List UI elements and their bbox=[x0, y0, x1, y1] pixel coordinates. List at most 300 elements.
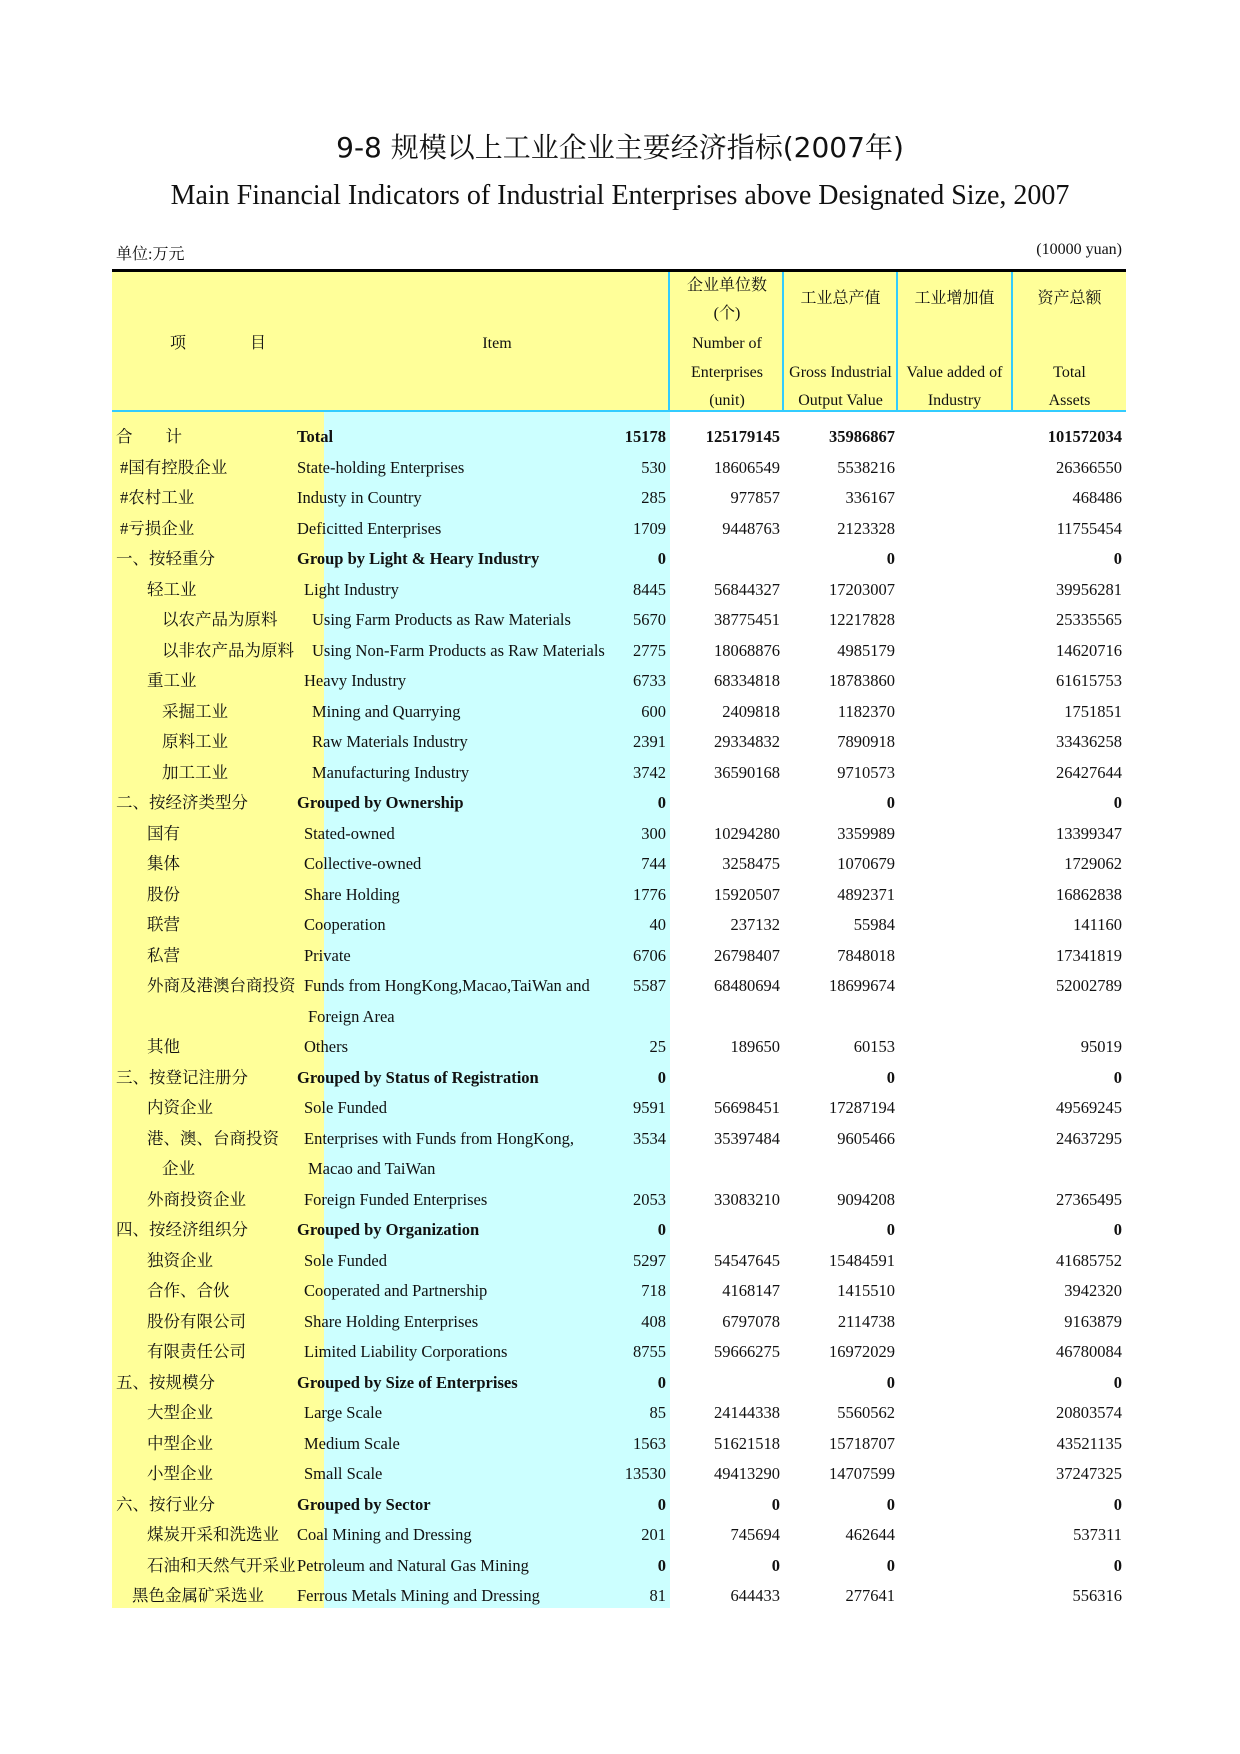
row-line bbox=[112, 453, 1126, 484]
cell-value: 0 bbox=[657, 793, 666, 812]
cell-value: 36590168 bbox=[714, 762, 780, 782]
cell-value: 85 bbox=[649, 1403, 666, 1422]
table-row bbox=[112, 1063, 1126, 1094]
cell-value: 6706 bbox=[633, 945, 666, 965]
cell-value: 15920507 bbox=[714, 884, 780, 904]
row-line bbox=[112, 514, 1126, 545]
table-row bbox=[112, 697, 1126, 728]
cell-value: 49413290 bbox=[714, 1464, 780, 1483]
cell-value: 0 bbox=[1113, 1220, 1122, 1239]
cell-value: 9448763 bbox=[722, 518, 780, 538]
row-label-en: Industy in Country bbox=[297, 488, 422, 507]
row-label-cn: 其他 bbox=[147, 1037, 180, 1056]
row-label-cn: 有限责任公司 bbox=[147, 1342, 246, 1361]
cell-value: 5560562 bbox=[837, 1403, 895, 1422]
row-label-en: Small Scale bbox=[304, 1464, 383, 1483]
row-label-cn: 五、按规模分 bbox=[116, 1372, 215, 1392]
header-label: Output Value bbox=[798, 392, 883, 409]
cell-value: 20803574 bbox=[1056, 1403, 1122, 1422]
row-line bbox=[112, 727, 1126, 758]
cell-value: 25 bbox=[649, 1037, 666, 1056]
cell-value: 46780084 bbox=[1056, 1342, 1122, 1361]
row-line bbox=[112, 1032, 1126, 1063]
cell-value: 13530 bbox=[624, 1464, 666, 1483]
cell-value: 26427644 bbox=[1056, 762, 1122, 782]
cell-value: 9605466 bbox=[837, 1128, 895, 1148]
cell-value: 13399347 bbox=[1056, 823, 1122, 843]
cell-value: 745694 bbox=[730, 1525, 780, 1544]
row-label-cn: 股份有限公司 bbox=[147, 1311, 246, 1331]
cell-value: 9591 bbox=[633, 1098, 666, 1117]
row-label-cn: 采掘工业 bbox=[162, 701, 228, 721]
cell-value: 0 bbox=[886, 793, 895, 812]
cell-value: 39956281 bbox=[1056, 579, 1122, 599]
row-line-continued bbox=[112, 1154, 1126, 1185]
row-label-cn: 合作、合伙 bbox=[147, 1281, 230, 1300]
header-label: Number of bbox=[692, 335, 762, 352]
row-line bbox=[112, 1276, 1126, 1307]
cell-value: 5587 bbox=[633, 976, 666, 995]
cell-value: 14620716 bbox=[1056, 640, 1122, 660]
row-label-en: Funds from HongKong,Macao,TaiWan and bbox=[304, 976, 590, 995]
cell-value: 61615753 bbox=[1056, 671, 1122, 690]
cell-value: 0 bbox=[657, 1372, 666, 1392]
cell-value: 7848018 bbox=[837, 945, 895, 965]
row-line bbox=[112, 697, 1126, 728]
row-label-en: Manufacturing Industry bbox=[312, 762, 470, 782]
cell-value: 237132 bbox=[730, 915, 780, 934]
row-line bbox=[112, 788, 1126, 819]
cell-value: 201 bbox=[641, 1525, 666, 1544]
header-label: 工业增加值 bbox=[914, 290, 995, 307]
cell-value: 68480694 bbox=[714, 976, 780, 995]
table-row bbox=[112, 544, 1126, 575]
cell-value: 8445 bbox=[633, 579, 666, 599]
cell-value: 0 bbox=[1113, 549, 1122, 568]
row-label-cn: 联营 bbox=[147, 915, 180, 934]
row-label-cn: 小型企业 bbox=[147, 1464, 213, 1483]
header-label: 工业总产值 bbox=[800, 290, 881, 307]
row-line bbox=[112, 880, 1126, 911]
cell-value: 15484591 bbox=[829, 1250, 895, 1270]
table-row bbox=[112, 819, 1126, 850]
table-row bbox=[112, 422, 1126, 453]
cell-value: 3359989 bbox=[837, 823, 895, 843]
header-total-assets bbox=[1011, 272, 1126, 410]
cell-value: 468486 bbox=[1072, 488, 1122, 507]
row-line bbox=[112, 1398, 1126, 1429]
row-label-cn: 原料工业 bbox=[162, 732, 228, 751]
cell-value: 0 bbox=[771, 1555, 780, 1575]
row-line bbox=[112, 1063, 1126, 1094]
cell-value: 2775 bbox=[633, 640, 666, 660]
cell-value: 1182370 bbox=[837, 701, 895, 721]
row-label-cn: 大型企业 bbox=[147, 1403, 213, 1422]
row-label-en: Total bbox=[297, 427, 334, 446]
row-line bbox=[112, 483, 1126, 514]
cell-value: 6797078 bbox=[722, 1311, 780, 1331]
cell-value: 1709 bbox=[633, 518, 666, 538]
header-item-cn-label: 项 目 bbox=[169, 335, 266, 352]
row-line bbox=[112, 1337, 1126, 1368]
header-gross-output bbox=[782, 272, 897, 410]
table-row bbox=[112, 1215, 1126, 1246]
cell-value: 0 bbox=[886, 1067, 895, 1087]
row-label-cn: 中型企业 bbox=[147, 1433, 213, 1453]
table-row bbox=[112, 1459, 1126, 1490]
header-label: (unit) bbox=[709, 392, 745, 409]
cell-value: 15718707 bbox=[829, 1433, 895, 1453]
cell-value: 285 bbox=[641, 488, 666, 507]
table-row bbox=[112, 1368, 1126, 1399]
cell-value: 17341819 bbox=[1056, 945, 1122, 965]
cell-value: 18068876 bbox=[714, 640, 780, 660]
cell-value: 52002789 bbox=[1056, 976, 1122, 995]
row-line bbox=[112, 544, 1126, 575]
row-line bbox=[112, 605, 1126, 636]
header-label: Gross Industrial bbox=[789, 364, 892, 381]
cell-value: 0 bbox=[886, 1555, 895, 1575]
header-label: Enterprises bbox=[691, 364, 763, 381]
row-label-en: Grouped by Sector bbox=[297, 1494, 431, 1514]
cell-value: 12217828 bbox=[829, 610, 895, 629]
cell-value: 68334818 bbox=[714, 671, 780, 690]
row-label-en: Cooperated and Partnership bbox=[304, 1281, 488, 1300]
cell-value: 40 bbox=[649, 915, 666, 934]
row-label-en: Grouped by Organization bbox=[297, 1220, 480, 1239]
cell-value: 600 bbox=[641, 701, 666, 721]
table-row bbox=[112, 758, 1126, 789]
header-label: Assets bbox=[1048, 392, 1091, 409]
row-label-en: Sole Funded bbox=[304, 1250, 387, 1270]
cell-value: 0 bbox=[657, 1555, 666, 1575]
cell-value: 1563 bbox=[633, 1433, 666, 1453]
cell-value: 0 bbox=[1113, 1067, 1122, 1087]
row-label-cn: 合 计 bbox=[116, 427, 182, 446]
cell-value: 33083210 bbox=[714, 1189, 780, 1209]
cell-value: 408 bbox=[641, 1311, 666, 1331]
cell-value: 56698451 bbox=[714, 1098, 780, 1117]
row-label-cn: 加工工业 bbox=[162, 762, 228, 782]
table-body bbox=[112, 422, 1126, 1612]
cell-value: 141160 bbox=[1073, 915, 1122, 934]
cell-value: 0 bbox=[886, 1220, 895, 1239]
cell-value: 35986867 bbox=[829, 427, 895, 446]
row-label-cn: 重工业 bbox=[147, 671, 197, 690]
header-label: 资产总额 bbox=[1037, 290, 1102, 307]
row-label-cn: 股份 bbox=[147, 884, 180, 904]
header-item-cn bbox=[112, 272, 324, 410]
row-label-en-continued: Macao and TaiWan bbox=[308, 1159, 436, 1178]
row-label-cn: 港、澳、台商投资 bbox=[147, 1128, 279, 1148]
row-label-cn: 以非农产品为原料 bbox=[162, 640, 294, 660]
cell-value: 125179145 bbox=[705, 427, 780, 446]
row-label-en: Foreign Funded Enterprises bbox=[304, 1189, 488, 1209]
table-row bbox=[112, 727, 1126, 758]
cell-value: 0 bbox=[657, 1494, 666, 1514]
table-row bbox=[112, 1032, 1126, 1063]
row-label-cn: #国有控股企业 bbox=[120, 457, 228, 477]
cell-value: 336167 bbox=[845, 488, 895, 507]
table-row bbox=[112, 788, 1126, 819]
row-label-en: Medium Scale bbox=[304, 1433, 400, 1453]
cell-value: 4985179 bbox=[837, 640, 895, 660]
table-row bbox=[112, 880, 1126, 911]
table-row bbox=[112, 483, 1126, 514]
cell-value: 26798407 bbox=[714, 945, 780, 965]
cell-value: 41685752 bbox=[1056, 1250, 1122, 1270]
row-label-en-continued: Foreign Area bbox=[308, 1006, 395, 1026]
cell-value: 0 bbox=[771, 1494, 780, 1514]
cell-value: 38775451 bbox=[714, 610, 780, 629]
cell-value: 3742 bbox=[633, 762, 666, 782]
row-label-cn-continued: 企业 bbox=[162, 1159, 195, 1178]
row-label-cn: #亏损企业 bbox=[120, 518, 195, 538]
cell-value: 95019 bbox=[1080, 1037, 1122, 1056]
row-line bbox=[112, 1429, 1126, 1460]
header-label: Total bbox=[1053, 364, 1086, 381]
cell-value: 0 bbox=[886, 1372, 895, 1392]
cell-value: 1776 bbox=[633, 884, 666, 904]
cell-value: 49569245 bbox=[1056, 1098, 1122, 1117]
cell-value: 27365495 bbox=[1056, 1189, 1122, 1209]
cell-value: 2123328 bbox=[837, 518, 895, 538]
row-line bbox=[112, 758, 1126, 789]
cell-value: 718 bbox=[641, 1281, 666, 1300]
cell-value: 56844327 bbox=[714, 579, 780, 599]
cell-value: 3942320 bbox=[1064, 1281, 1122, 1300]
row-label-cn: 外商及港澳台商投资 bbox=[147, 976, 296, 995]
row-line bbox=[112, 636, 1126, 667]
row-line bbox=[112, 1185, 1126, 1216]
row-label-cn: 独资企业 bbox=[147, 1250, 213, 1270]
table-row bbox=[112, 849, 1126, 880]
cell-value: 6733 bbox=[633, 671, 666, 690]
row-line bbox=[112, 1246, 1126, 1277]
row-label-en: Cooperation bbox=[304, 915, 386, 934]
cell-value: 189650 bbox=[730, 1037, 780, 1056]
table-row bbox=[112, 971, 1126, 1032]
row-label-cn: 国有 bbox=[147, 823, 180, 843]
cell-value: 300 bbox=[641, 823, 666, 843]
row-label-en: Ferrous Metals Mining and Dressing bbox=[297, 1586, 540, 1605]
header-item-en-label: Item bbox=[482, 335, 512, 352]
row-label-en: Grouped by Status of Registration bbox=[297, 1067, 539, 1087]
cell-value: 0 bbox=[1113, 1372, 1122, 1392]
row-label-en: Raw Materials Industry bbox=[312, 732, 468, 751]
cell-value: 5297 bbox=[633, 1250, 666, 1270]
cell-value: 16862838 bbox=[1056, 884, 1122, 904]
row-line bbox=[112, 1490, 1126, 1521]
cell-value: 17203007 bbox=[829, 579, 895, 599]
cell-value: 101572034 bbox=[1047, 427, 1122, 446]
table-row bbox=[112, 910, 1126, 941]
row-label-en: Limited Liability Corporations bbox=[304, 1342, 508, 1361]
cell-value: 16972029 bbox=[829, 1342, 895, 1361]
cell-value: 10294280 bbox=[714, 823, 780, 843]
cell-value: 8755 bbox=[633, 1342, 666, 1361]
cell-value: 0 bbox=[1113, 793, 1122, 812]
table-row bbox=[112, 575, 1126, 606]
table-row bbox=[112, 453, 1126, 484]
cell-value: 54547645 bbox=[714, 1250, 780, 1270]
row-label-en: Grouped by Size of Enterprises bbox=[297, 1372, 518, 1392]
cell-value: 2409818 bbox=[722, 701, 780, 721]
row-line bbox=[112, 971, 1126, 1002]
cell-value: 35397484 bbox=[714, 1128, 780, 1148]
row-label-en: Large Scale bbox=[304, 1403, 383, 1422]
row-label-cn: 二、按经济类型分 bbox=[116, 793, 248, 812]
table-row bbox=[112, 636, 1126, 667]
cell-value: 1415510 bbox=[837, 1281, 895, 1300]
cell-value: 43521135 bbox=[1056, 1433, 1122, 1453]
cell-value: 60153 bbox=[853, 1037, 895, 1056]
header-label: Value added of bbox=[906, 364, 1003, 381]
cell-value: 5670 bbox=[633, 610, 666, 629]
cell-value: 25335565 bbox=[1056, 610, 1122, 629]
table-row bbox=[112, 1398, 1126, 1429]
row-line bbox=[112, 1581, 1126, 1612]
table-row bbox=[112, 514, 1126, 545]
row-label-cn: 三、按登记注册分 bbox=[116, 1067, 248, 1087]
cell-value: 24144338 bbox=[714, 1403, 780, 1422]
table-header bbox=[112, 269, 1126, 412]
row-label-en: Enterprises with Funds from HongKong, bbox=[304, 1128, 574, 1148]
row-line-continued bbox=[112, 1002, 1126, 1033]
row-label-cn: 石油和天然气开采业 bbox=[147, 1555, 296, 1575]
table-row bbox=[112, 1337, 1126, 1368]
cell-value: 18699674 bbox=[829, 976, 895, 995]
header-label: 企业单位数 bbox=[686, 277, 767, 294]
cell-value: 18783860 bbox=[829, 671, 895, 690]
row-label-en: Light Industry bbox=[304, 579, 399, 599]
cell-value: 59666275 bbox=[714, 1342, 780, 1361]
table-row bbox=[112, 1581, 1126, 1612]
cell-value: 3258475 bbox=[722, 854, 780, 873]
row-line bbox=[112, 1368, 1126, 1399]
cell-value: 14707599 bbox=[829, 1464, 895, 1483]
title-chinese: 9-8 规模以上工业企业主要经济指标(2007年) bbox=[336, 131, 904, 164]
row-label-cn: 内资企业 bbox=[147, 1098, 213, 1117]
row-label-en: Using Non-Farm Products as Raw Materials bbox=[312, 640, 605, 660]
cell-value: 55984 bbox=[853, 915, 895, 934]
table-row bbox=[112, 1307, 1126, 1338]
row-line bbox=[112, 666, 1126, 697]
row-label-cn: 私营 bbox=[147, 945, 180, 965]
table-row bbox=[112, 941, 1126, 972]
cell-value: 7890918 bbox=[837, 732, 895, 751]
row-label-en: Share Holding bbox=[304, 884, 400, 904]
cell-value: 0 bbox=[657, 1220, 666, 1239]
cell-value: 51621518 bbox=[714, 1433, 780, 1453]
cell-value: 18606549 bbox=[714, 457, 780, 477]
row-label-en: Deficitted Enterprises bbox=[297, 518, 442, 538]
cell-value: 1729062 bbox=[1064, 854, 1122, 873]
cell-value: 0 bbox=[886, 1494, 895, 1514]
cell-value: 81 bbox=[649, 1586, 666, 1605]
header-label: (个) bbox=[713, 305, 741, 322]
cell-value: 0 bbox=[657, 1067, 666, 1087]
cell-value: 977857 bbox=[730, 488, 780, 507]
row-label-cn: 一、按轻重分 bbox=[116, 549, 215, 568]
cell-value: 3534 bbox=[633, 1128, 666, 1148]
row-label-cn: 轻工业 bbox=[147, 579, 197, 599]
row-line bbox=[112, 1215, 1126, 1246]
cell-value: 17287194 bbox=[829, 1098, 895, 1117]
row-label-cn: 煤炭开采和洗选业 bbox=[147, 1525, 279, 1544]
cell-value: 0 bbox=[886, 549, 895, 568]
row-label-en: Heavy Industry bbox=[304, 671, 407, 690]
table-row bbox=[112, 1429, 1126, 1460]
row-label-en: Grouped by Ownership bbox=[297, 793, 464, 812]
row-line bbox=[112, 1520, 1126, 1551]
row-line bbox=[112, 1124, 1126, 1155]
table-row bbox=[112, 1520, 1126, 1551]
row-label-en: Sole Funded bbox=[304, 1098, 387, 1117]
header-label: Industry bbox=[927, 392, 982, 409]
cell-value: 2114738 bbox=[837, 1311, 895, 1331]
table-row bbox=[112, 666, 1126, 697]
table-row bbox=[112, 1490, 1126, 1521]
cell-value: 5538216 bbox=[837, 457, 895, 477]
title-english: Main Financial Indicators of Industrial Enterprises above Designated Size, 2007 bbox=[170, 180, 1070, 211]
row-line bbox=[112, 1459, 1126, 1490]
row-label-en: Private bbox=[304, 945, 351, 965]
table-row bbox=[112, 1185, 1126, 1216]
cell-value: 33436258 bbox=[1056, 732, 1122, 751]
cell-value: 462644 bbox=[845, 1525, 895, 1544]
cell-value: 9710573 bbox=[837, 762, 895, 782]
row-label-en: Coal Mining and Dressing bbox=[297, 1525, 472, 1544]
table-row bbox=[112, 1276, 1126, 1307]
cell-value: 556316 bbox=[1072, 1586, 1122, 1605]
table-row bbox=[112, 1124, 1126, 1185]
cell-value: 0 bbox=[1113, 1555, 1122, 1575]
cell-value: 2391 bbox=[633, 732, 666, 751]
cell-value: 29334832 bbox=[714, 732, 780, 751]
cell-value: 2053 bbox=[633, 1189, 666, 1209]
cell-value: 0 bbox=[657, 549, 666, 568]
cell-value: 277641 bbox=[845, 1586, 895, 1605]
row-label-en: State-holding Enterprises bbox=[297, 457, 465, 477]
cell-value: 4168147 bbox=[722, 1281, 780, 1300]
cell-value: 9094208 bbox=[837, 1189, 895, 1209]
header-value-added bbox=[896, 272, 1011, 410]
row-label-en: Using Farm Products as Raw Materials bbox=[312, 610, 571, 629]
row-label-en: Share Holding Enterprises bbox=[304, 1311, 479, 1331]
row-label-cn: 以农产品为原料 bbox=[162, 610, 278, 629]
row-line bbox=[112, 422, 1126, 453]
header-item-en bbox=[324, 272, 670, 410]
table-row bbox=[112, 1093, 1126, 1124]
row-label-cn: 集体 bbox=[147, 854, 180, 873]
cell-value: 1751851 bbox=[1064, 701, 1122, 721]
row-label-en: Stated-owned bbox=[304, 823, 395, 843]
table-row bbox=[112, 1246, 1126, 1277]
cell-value: 1070679 bbox=[837, 854, 895, 873]
row-label-en: Mining and Quarrying bbox=[312, 701, 461, 721]
row-line bbox=[112, 1307, 1126, 1338]
unit-label-chinese: 单位:万元 bbox=[116, 246, 185, 263]
cell-value: 15178 bbox=[624, 427, 666, 446]
row-line bbox=[112, 910, 1126, 941]
row-label-en: Group by Light & Heary Industry bbox=[297, 549, 540, 568]
cell-value: 4892371 bbox=[837, 884, 895, 904]
row-line bbox=[112, 1551, 1126, 1582]
row-label-cn: 六、按行业分 bbox=[116, 1494, 215, 1514]
cell-value: 9163879 bbox=[1064, 1311, 1122, 1331]
row-line bbox=[112, 575, 1126, 606]
